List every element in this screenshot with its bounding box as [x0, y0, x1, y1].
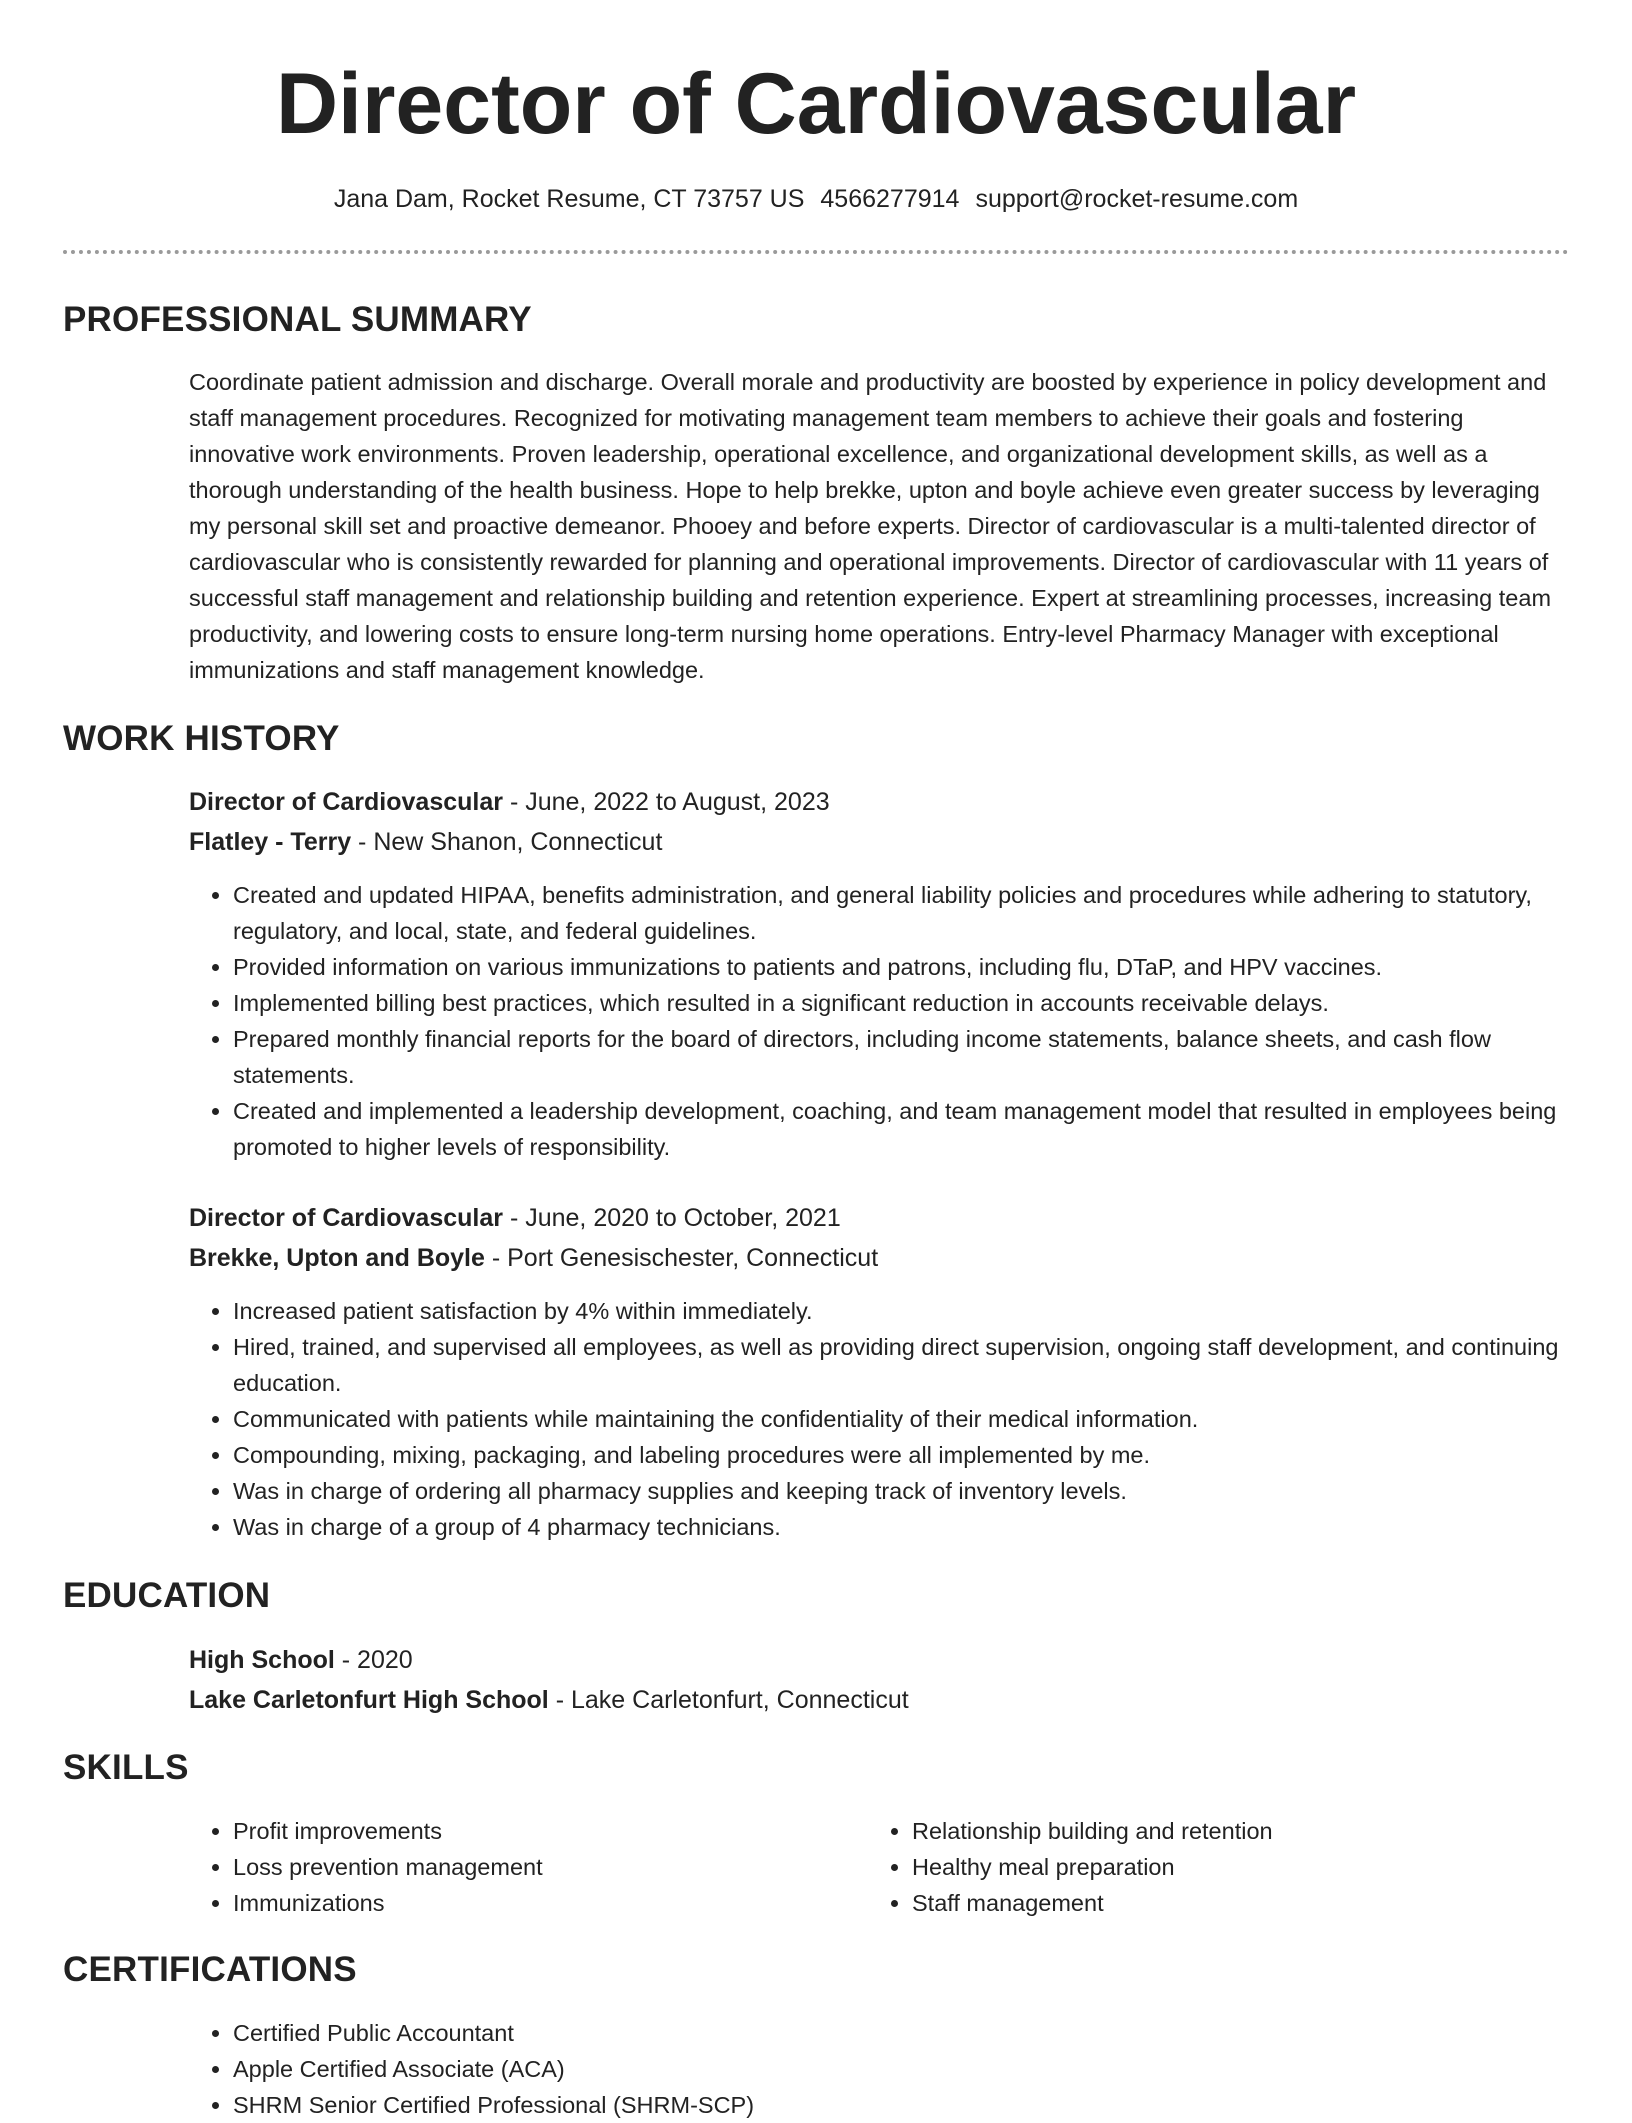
- summary-text: Coordinate patient admission and discharge. Overall morale and productivity are boosted by experience in policy development and staff management procedures. Recognized for motivating management team members to achieve their goals and fostering innovative work environments. Proven leadership, operational excellence, and organizational development skills, as well as a thorough understanding of the health business. Hope to help brekke, upton and boyle achieve even greater success by leveraging my personal skill set and proactive demeanor. Phooey and before experts. Director of cardiovascular is a multi-talented director of cardiovascular who is consistently rewarded for planning and operational improvements. Director of cardiovascular with 11 years of successful staff management and relationship building and retention experience. Expert at streamlining processes, increasing team productivity, and lowering costs to ensure long-term nursing home operations. Entry-level Pharmacy Manager with exceptional immunizations and staff management knowledge.: [189, 369, 1552, 683]
- list-item: • Increased patient satisfaction by 4% within immediately.: [233, 1293, 1569, 1329]
- job-2-dates: - June, 2020 to October, 2021: [503, 1204, 841, 1232]
- list-item: • Created and implemented a leadership development, coaching, and team management model that resulted in employees being promoted to higher levels of responsibility.: [233, 1093, 1569, 1165]
- list-item: • Implemented billing best practices, which resulted in a significant reduction in accounts receivable delays.: [233, 985, 1569, 1021]
- header-divider: [63, 250, 1569, 254]
- list-item: • Prepared monthly financial reports for the board of directors, including income statements, balance sheets, and cash flow statements.: [233, 1021, 1569, 1093]
- list-item: • Loss prevention management: [233, 1849, 869, 1885]
- skills-heading: SKILLS: [63, 1748, 189, 1787]
- job-2-title-line: [189, 1200, 841, 1236]
- work-history-heading: WORK HISTORY: [63, 719, 340, 758]
- job-1-dates: - June, 2022 to August, 2023: [503, 788, 830, 816]
- certifications-heading: CERTIFICATIONS: [63, 1950, 357, 1989]
- list-item: • Was in charge of ordering all pharmacy supplies and keeping track of inventory levels.: [233, 1473, 1569, 1509]
- job-1-location: - New Shanon, Connecticut: [351, 828, 663, 856]
- job-1-title: Director of Cardiovascular: [189, 788, 503, 816]
- job-1-bullets: [189, 877, 1569, 1165]
- list-item: • Healthy meal preparation: [912, 1849, 1548, 1885]
- job-1-company-line: [189, 824, 662, 860]
- list-item: • Relationship building and retention: [912, 1813, 1548, 1849]
- job-2-company-line: [189, 1240, 878, 1276]
- education-school-line: [189, 1682, 909, 1718]
- candidate-name: Director of Cardiovascular: [275, 56, 1357, 152]
- education-year: - 2020: [334, 1646, 413, 1674]
- list-item: • Provided information on various immunizations to patients and patrons, including flu, DTaP, and HPV vaccines.: [233, 949, 1569, 985]
- list-item: • Apple Certified Associate (ACA): [233, 2051, 1569, 2087]
- job-2-title: Director of Cardiovascular: [189, 1204, 503, 1232]
- certifications-list: [189, 2015, 1569, 2123]
- skills-right-list: [868, 1813, 1548, 1921]
- list-item: • Immunizations: [233, 1885, 869, 1921]
- skills-left-list: [189, 1813, 869, 1921]
- list-item: • Profit improvements: [233, 1813, 869, 1849]
- education-degree-line: [189, 1642, 413, 1678]
- job-2-location: - Port Genesischester, Connecticut: [484, 1244, 879, 1272]
- list-item: • Was in charge of a group of 4 pharmacy technicians.: [233, 1509, 1569, 1545]
- contact-phone: 4566277914: [820, 185, 960, 213]
- list-item: • Hired, trained, and supervised all employees, as well as providing direct supervision, ongoing staff development, and continuing education.: [233, 1329, 1569, 1401]
- job-2-bullets: [189, 1293, 1569, 1545]
- job-1-title-line: [189, 784, 830, 820]
- list-item: • SHRM Senior Certified Professional (SHRM-SCP): [233, 2087, 1569, 2123]
- list-item: • Created and updated HIPAA, benefits administration, and general liability policies and procedures while adhering to statutory, regulatory, and local, state, and federal guidelines.: [233, 877, 1569, 949]
- education-location: - Lake Carletonfurt, Connecticut: [548, 1686, 909, 1714]
- education-heading: EDUCATION: [63, 1576, 271, 1615]
- job-2-company: Brekke, Upton and Boyle: [189, 1244, 485, 1272]
- education-school: Lake Carletonfurt High School: [189, 1686, 549, 1714]
- list-item: • Certified Public Accountant: [233, 2015, 1569, 2051]
- education-degree: High School: [189, 1646, 335, 1674]
- contact-line: [0, 181, 1632, 217]
- list-item: • Communicated with patients while maintaining the confidentiality of their medical information.: [233, 1401, 1569, 1437]
- job-1-company: Flatley - Terry: [189, 828, 352, 856]
- summary-heading: PROFESSIONAL SUMMARY: [63, 300, 532, 339]
- list-item: • Staff management: [912, 1885, 1548, 1921]
- contact-email[interactable]: support@rocket-resume.com: [975, 185, 1299, 213]
- contact-address: Jana Dam, Rocket Resume, CT 73757 US: [333, 185, 805, 213]
- list-item: • Compounding, mixing, packaging, and labeling procedures were all implemented by me.: [233, 1437, 1569, 1473]
